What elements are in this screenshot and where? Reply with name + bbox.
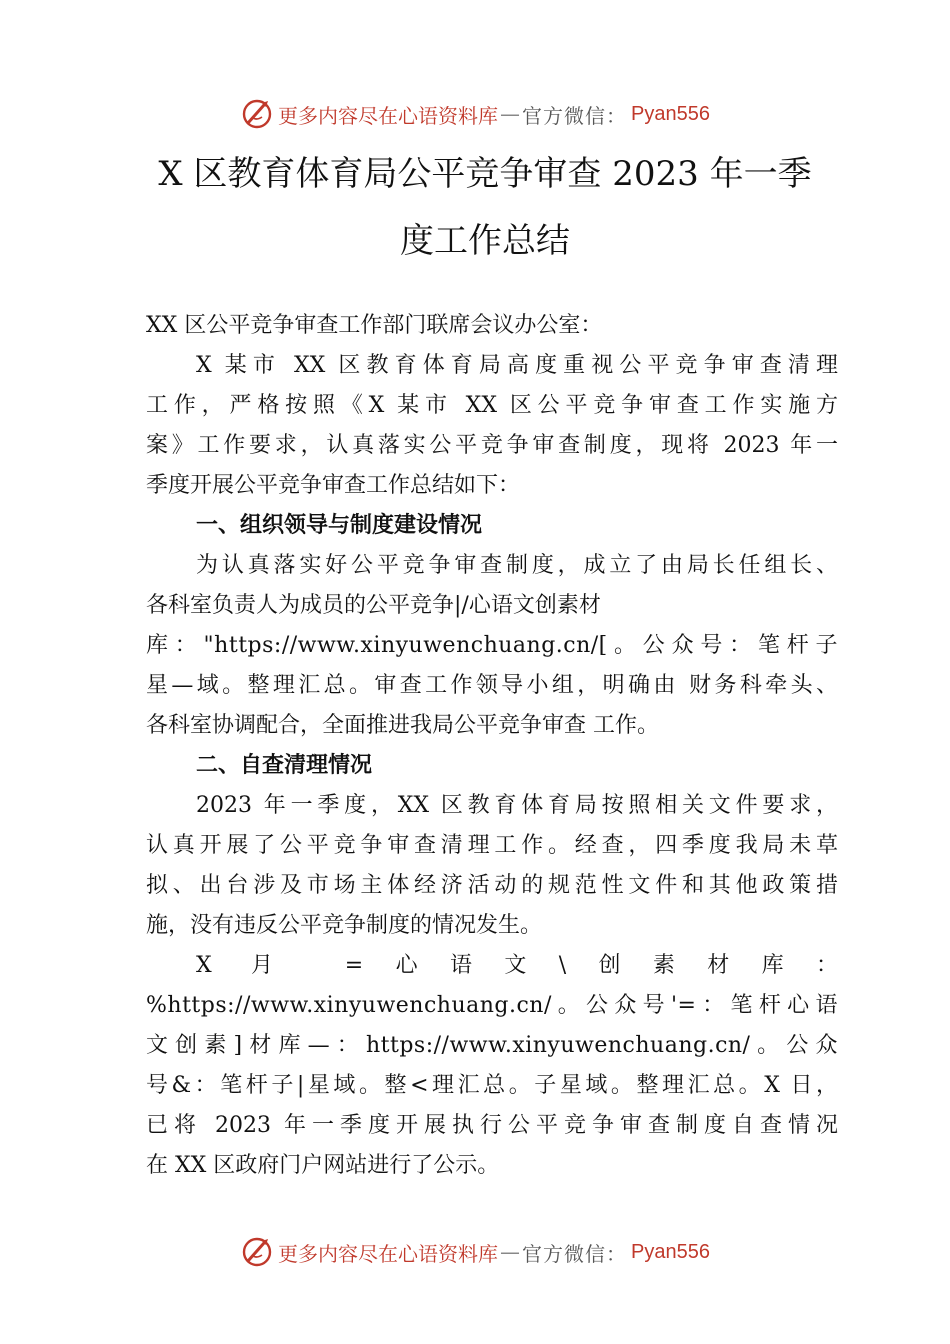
watermark-main-text: 更多内容尽在心语资料库 (278, 1241, 499, 1266)
body-line: 施，没有违反公平竞争制度的情况发生。 (146, 913, 543, 938)
body-line: 星—域。整理汇总。审查工作领导小组，明确由 财务科牵头、 (146, 673, 838, 698)
watermark-dash: — (500, 102, 521, 126)
brush-logo-icon (240, 1235, 274, 1269)
watermark-banner-top (0, 94, 950, 134)
body-line: 拟、出台涉及市场主体经济活动的规范性文件和其他政策措 (146, 873, 838, 898)
document-title-line-2: 度工作总结 (400, 221, 570, 261)
watermark-banner-bottom (0, 1232, 950, 1272)
watermark-id: Pyan556 (631, 102, 710, 125)
watermark-main-text: 更多内容尽在心语资料库 (278, 103, 499, 128)
body-line: 号&：笔杆子|星域。整<理汇总。子星域。整理汇总。X 日， (146, 1073, 838, 1098)
body-line: 2023 年一季度，XX 区教育体育局按照相关文件要求， (196, 793, 838, 818)
body-line: 已将 2023 年一季度开展执行公平竞争审查制度自查情况 (146, 1113, 838, 1138)
body-line: X 某市 XX 区教育体育局高度重视公平竞争审查清理 (196, 353, 838, 378)
body-line: 在 XX 区政府门户网站进行了公示。 (146, 1153, 500, 1178)
body-line: 案》工作要求，认真落实公平竞争审查制度，现将 2023 年一 (146, 433, 838, 458)
document-body (146, 306, 838, 1186)
salutation: XX 区公平竞争审查工作部门联席会议办公室： (146, 313, 603, 338)
section-heading-2: 二、自查清理情况 (196, 753, 373, 778)
body-line: 为认真落实好公平竞争审查制度，成立了由局长任组长、 (196, 553, 838, 578)
body-line: 各科室负责人为成员的公平竞争|/心语文创素材 (146, 593, 601, 618)
body-line: 库："https://www.xinyuwenchuang.cn/[。公众号：笔杆子 (146, 633, 838, 658)
body-line: 各科室协调配合，全面推进我局公平竞争审查 工作。 (146, 713, 659, 738)
document-title-line-1: X 区教育体育局公平竞争审查 2023 年一季 (158, 154, 812, 194)
body-line: 工作，严格按照《X 某市 XX 区公平竞争审查工作实施方 (146, 393, 838, 418)
body-line: 认真开展了公平竞争审查清理工作。经查，四季度我局未草 (146, 833, 838, 858)
brush-logo-icon (240, 97, 274, 131)
watermark-sub-text: 官方微信： (522, 1241, 628, 1266)
body-line: 季度开展公平竞争审查工作总结如下： (146, 473, 521, 498)
body-line: X 月 =心语文\创素材库： (196, 953, 838, 978)
body-line: 文创素]材库—：https://www.xinyuwenchuang.cn/。公众 (146, 1033, 838, 1058)
watermark-id: Pyan556 (631, 1240, 710, 1263)
body-line: %https://www.xinyuwenchuang.cn/。公众号'=：笔杆心语 (146, 993, 838, 1018)
watermark-sub-text: 官方微信： (522, 103, 628, 128)
section-heading-1: 一、组织领导与制度建设情况 (196, 513, 483, 538)
watermark-dash: — (500, 1240, 521, 1264)
